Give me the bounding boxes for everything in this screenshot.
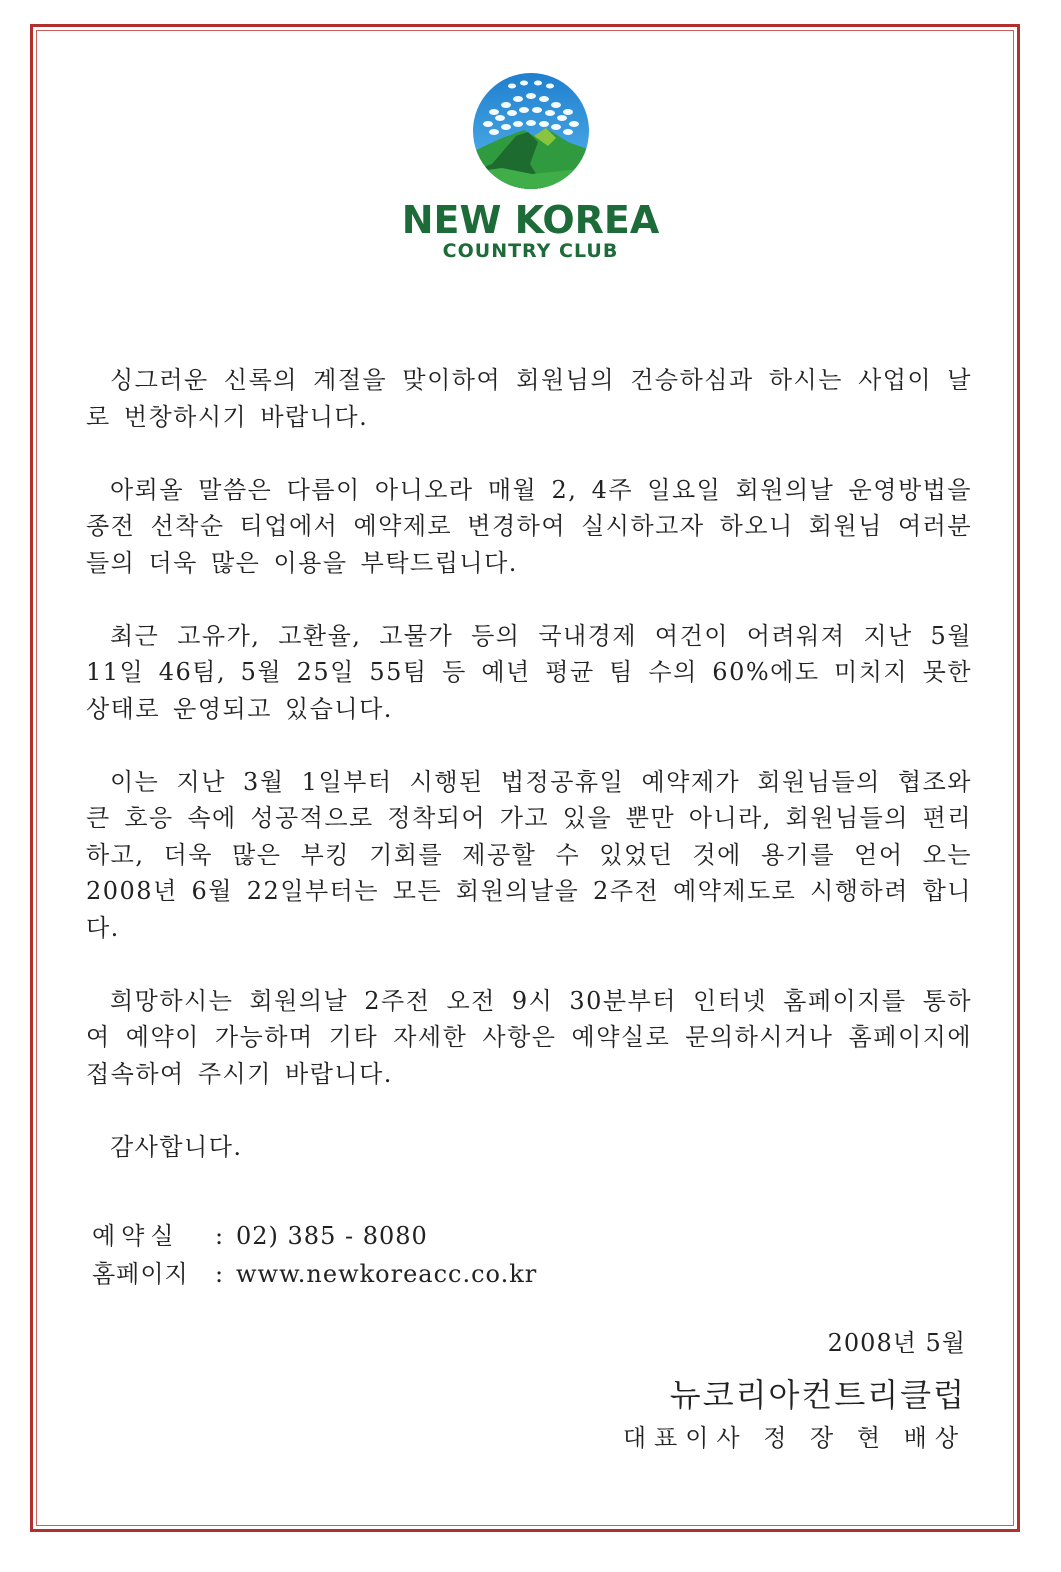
brand-subtitle: COUNTRY CLUB: [442, 240, 619, 262]
reservation-label: 예약실: [92, 1222, 180, 1250]
letter-body: [86, 362, 972, 1165]
brand-name: NEW KOREA: [401, 198, 660, 242]
letter-paragraph: 싱그러운 신록의 계절을 맞이하여 회원님의 건승하심과 하시는 사업이 날로 번창하시기 바랍니다.: [86, 366, 972, 431]
letter-closing: 감사합니다.: [110, 1132, 243, 1161]
homepage-url[interactable]: www.newkoreacc.co.kr: [236, 1260, 538, 1288]
contact-info: [92, 1217, 537, 1293]
separator: :: [214, 1222, 224, 1250]
club-name: 뉴코리아컨트리클럽: [669, 1376, 966, 1414]
letter-date: 2008년 5월: [827, 1329, 966, 1357]
signer: 대표이사 정 장 현 배상: [622, 1424, 966, 1452]
homepage-row: [92, 1255, 537, 1293]
letter-paragraph: 희망하시는 회원의날 2주전 오전 9시 30분부터 인터넷 홈페이지를 통하여 예약이 가능하며 기타 자세한 사항은 예약실로 문의하시거나 홈페이지에 접속하여 주시기 바랍니다.: [86, 986, 972, 1088]
golf-ball-mountain-emblem: [472, 72, 590, 190]
separator: :: [214, 1260, 224, 1288]
letter-paragraph: 이는 지난 3월 1일부터 시행된 법정공휴일 예약제가 회원님들의 협조와 큰 호응 속에 성공적으로 정착되어 가고 있을 뿐만 아니라, 회원님들의 편리하고, 더욱 많은 부킹 기회를 제공할 수 있었던 것에 용기를 얻어 오는 2008년 6월 22일부터는 모든 회원의날을 2주전 예약제도로 시행하려 합니다.: [86, 767, 972, 942]
homepage-label: 홈페이지: [92, 1260, 189, 1288]
letter-paragraph: 최근 고유가, 고환율, 고물가 등의 국내경제 여건이 어려워져 지난 5월 11일 46팀, 5월 25일 55팀 등 예년 평균 팀 수의 60%에도 미치지 못한 상태로 운영되고 있습니다.: [86, 621, 972, 723]
club-logo: [0, 72, 1061, 262]
reservation-row: [92, 1217, 537, 1255]
letter-paragraph: 아뢰올 말씀은 다름이 아니오라 매월 2, 4주 일요일 회원의날 운영방법을 종전 선착순 티업에서 예약제로 변경하여 실시하고자 하오니 회원님 여러분들의 더욱 많은 이용을 부탁드립니다.: [86, 475, 972, 577]
reservation-phone: 02) 385 - 8080: [236, 1222, 428, 1250]
